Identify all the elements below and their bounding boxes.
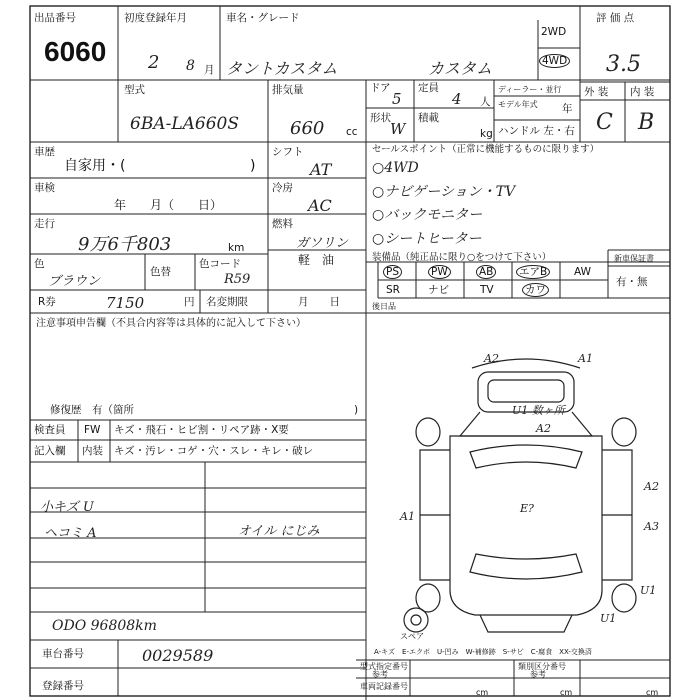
cm-unit: cm <box>476 688 489 697</box>
damage-mark: U1 数ヶ所 <box>512 404 565 417</box>
model-designation-label: 型式指定番号 <box>360 662 408 671</box>
damage-mark: A2 <box>644 480 659 493</box>
equip-leather: カワ <box>522 283 549 297</box>
fuel-label: 燃料 <box>272 218 293 230</box>
hand-note: ODO 96808km <box>52 618 157 634</box>
category-value: 自家用・( <box>64 158 126 174</box>
damage-mark: A2 <box>484 352 499 365</box>
score-value: 3.5 <box>606 52 641 77</box>
door-value: 5 <box>392 90 402 108</box>
lot-number: 6060 <box>44 36 107 67</box>
body-outline <box>450 436 602 615</box>
shift-value: AT <box>310 160 332 179</box>
exterior-label: 外 装 <box>584 86 609 98</box>
displacement-value: 660 <box>290 118 325 139</box>
displacement-label: 排気量 <box>272 84 304 96</box>
tailgate <box>480 615 572 632</box>
front-left-wheel <box>416 418 440 446</box>
roof-outline <box>488 380 564 402</box>
damage-mark: A1 <box>578 352 593 365</box>
light-oil: 軽 油 <box>298 253 335 267</box>
equip-sr: SR <box>386 284 400 296</box>
name-change-label: 名変期限 <box>206 296 248 308</box>
shape-value: W <box>390 120 406 138</box>
drive-4wd: 4WD <box>539 54 570 68</box>
model-code: 6BA-LA660S <box>130 114 239 134</box>
category-class-label: 類別区分番号 <box>518 662 566 671</box>
record-number-label: 車両記録番号 <box>360 682 408 691</box>
load-label: 積載 <box>418 112 439 124</box>
warranty-label: 新車保証書 <box>614 254 654 263</box>
entry-label: 記入欄 <box>34 445 66 457</box>
notes-label: 注意事項申告欄（不具合内容等は具体的に記入して下さい） <box>36 318 306 329</box>
cm-unit: cm <box>646 688 659 697</box>
cm-unit: cm <box>560 688 573 697</box>
km-unit: km <box>228 242 245 254</box>
aircon-value: AC <box>308 196 332 215</box>
interior-note-label: 内装 <box>82 445 103 457</box>
first-reg-month: 8 <box>186 58 195 74</box>
color-code-label: 色コード <box>199 258 241 270</box>
equip-aw: AW <box>574 266 591 278</box>
fw-items: キズ・飛石・ヒビ割・リペア跡・X要 <box>114 424 289 436</box>
repair-history-close: ) <box>354 404 359 416</box>
interior-label: 内 装 <box>630 86 655 98</box>
aircon-label: 冷房 <box>272 182 293 194</box>
first-reg-year: 2 <box>148 52 160 73</box>
equip-navi: ナビ <box>428 284 449 296</box>
damage-mark: A3 <box>644 520 659 533</box>
category-label: 車歴 <box>34 146 55 158</box>
capacity-label: 定員 <box>418 82 439 94</box>
handle-label: ハンドル 左・右 <box>498 125 575 137</box>
equip-pw: PW <box>428 265 451 279</box>
model-year-label: モデル年式 <box>498 100 538 109</box>
shift-label: シフト <box>272 146 304 158</box>
sales-point: ○4WD <box>372 160 419 176</box>
repair-history-label: 修復歴 有（箇所 <box>50 404 134 416</box>
shape-label: 形状 <box>370 112 391 124</box>
interior-grade: B <box>638 110 655 135</box>
damage-mark: A1 <box>400 510 415 523</box>
equip-ps: PS <box>383 265 402 279</box>
equip-ab: AB <box>476 265 496 279</box>
hand-note: 小キズ U <box>40 500 94 515</box>
spare-label: スペア <box>400 632 424 641</box>
damage-mark: E? <box>520 502 534 515</box>
fw-label: FW <box>84 424 101 436</box>
drive-2wd: 2WD <box>541 26 567 38</box>
reference-label-2: 参考 <box>530 670 546 679</box>
equipment-title: 装備品（純正品に限り○をつけて下さい） <box>372 252 552 263</box>
kg-unit: kg <box>480 128 493 140</box>
sales-point: ○バックモニター <box>372 207 483 223</box>
rear-item-label: 後日品 <box>372 302 396 311</box>
year-unit: 年 <box>562 103 573 115</box>
legend: A-キズ E-エクボ U-凹み W-補修跡 S-サビ C-腐食 XX-交換済 <box>374 648 592 656</box>
recycle-value: 7150 <box>106 294 145 312</box>
exterior-grade: C <box>596 110 613 135</box>
rear-window <box>470 554 582 579</box>
car-name-label: 車名・グレード <box>226 12 300 24</box>
score-label: 評 価 点 <box>596 12 635 24</box>
category-close: ) <box>250 158 256 174</box>
damage-mark: U1 <box>640 584 657 597</box>
mileage-label: 走行 <box>34 218 55 230</box>
door-label: ドア <box>370 82 391 94</box>
car-diagram <box>380 340 670 640</box>
interior-items: キズ・汚レ・コゲ・穴・スレ・キレ・破レ <box>114 445 314 457</box>
equip-tv: TV <box>480 284 494 296</box>
yen-unit: 円 <box>184 296 195 308</box>
color-label: 色 <box>34 258 45 270</box>
sales-title: セールスポイント（正常に機能するものに限ります） <box>372 144 600 155</box>
recycle-label: R券 <box>38 296 56 308</box>
color-code-value: R59 <box>224 272 251 287</box>
sales-point: ○シートヒーター <box>372 231 482 247</box>
lot-label: 出品番号 <box>34 12 76 24</box>
equip-air-b: エアB <box>516 265 550 279</box>
model-label: 型式 <box>124 84 145 96</box>
car-name: タントカスタム <box>226 59 338 78</box>
hand-note: オイル にじみ <box>238 524 320 539</box>
month-unit: 月 <box>204 64 215 76</box>
dealer-label: ディーラー・並行 <box>498 85 562 94</box>
person-unit: 人 <box>480 96 491 108</box>
first-reg-label: 初度登録年月 <box>124 12 187 24</box>
inspector-label: 検査員 <box>34 424 66 436</box>
capacity-value: 4 <box>452 90 462 108</box>
spare-tire <box>404 608 428 632</box>
sales-point: ○ナビゲーション・TV <box>372 184 516 200</box>
damage-mark: U1 <box>600 612 617 625</box>
car-grade: カスタム <box>428 59 493 78</box>
rear-left-wheel <box>416 584 440 612</box>
damage-mark: A2 <box>536 422 551 435</box>
color-change-label: 色替 <box>150 266 171 278</box>
inspection-label: 車検 <box>34 182 55 194</box>
spare-tire-hub <box>411 615 421 625</box>
fuel-value: ガソリン <box>296 236 349 251</box>
color-value: ブラウン <box>48 274 101 289</box>
mileage-value: 9万6千803 <box>78 234 172 255</box>
chassis-label: 車台番号 <box>42 648 84 660</box>
registration-label: 登録番号 <box>42 680 84 692</box>
cc-unit: cc <box>346 126 358 138</box>
inspection-fields: 年 月（ 日） <box>114 198 223 212</box>
windshield <box>470 445 582 468</box>
warranty-value: 有・無 <box>616 276 648 288</box>
rear-right-wheel <box>612 584 636 612</box>
hand-note: ヘコミ A <box>44 526 97 541</box>
front-right-wheel <box>612 418 636 446</box>
reference-label: 参考 <box>372 670 388 679</box>
chassis-number: 0029589 <box>142 646 214 665</box>
name-change-fields: 月 日 <box>298 296 340 308</box>
